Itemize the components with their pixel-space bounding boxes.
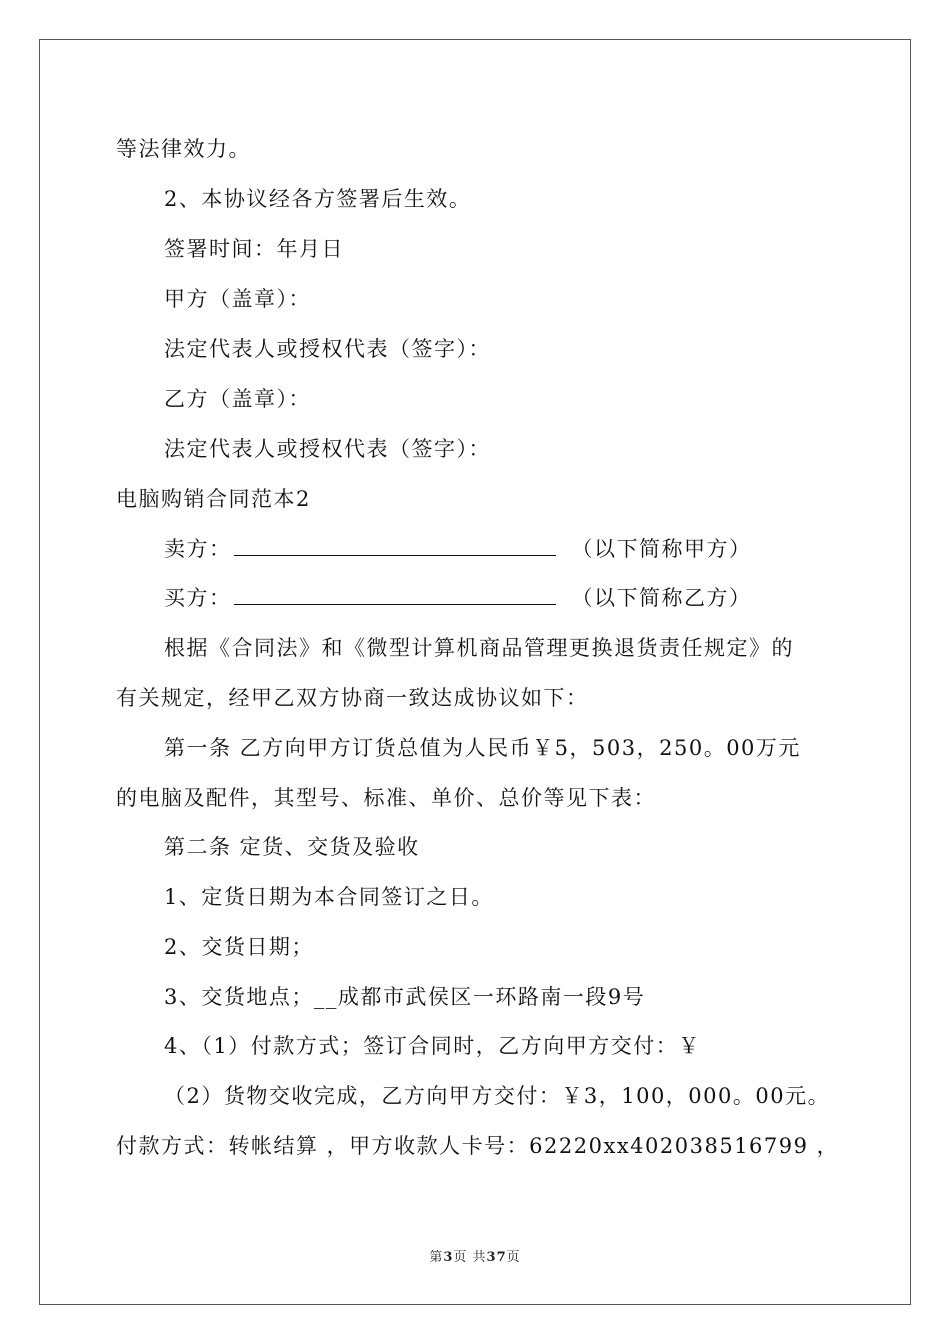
text-line: 签署时间：年月日 <box>164 237 344 261</box>
total-pages: 37 <box>486 1250 507 1265</box>
page-border <box>39 39 911 1305</box>
text-line: 2、交货日期； <box>164 935 314 959</box>
text-line: 法定代表人或授权代表（签字）： <box>164 337 491 361</box>
text-line: 的电脑及配件，其型号、标准、单价、总价等见下表： <box>116 786 656 810</box>
page-footer <box>0 1246 950 1265</box>
seller-line <box>164 536 752 562</box>
buyer-label: 买方： <box>164 586 232 610</box>
text-line: 3、交货地点；__成都市武侯区一环路南一段9号 <box>164 985 646 1009</box>
buyer-line <box>164 585 752 611</box>
text-line: 乙方（盖章）： <box>164 387 311 411</box>
text-line: 付款方式：转帐结算 ，甲方收款人卡号：62220xx402038516799 ， <box>116 1134 840 1158</box>
seller-label: 卖方： <box>164 537 232 561</box>
text-line: 1、定货日期为本合同签订之日。 <box>164 885 494 909</box>
text-line: 根据《合同法》和《微型计算机商品管理更换退货责任规定》的 <box>164 636 794 660</box>
footer-middle: 页 共 <box>453 1250 487 1265</box>
text-line: 有关规定，经甲乙双方协商一致达成协议如下： <box>116 686 589 710</box>
footer-prefix: 第 <box>429 1250 444 1265</box>
seller-suffix: （以下简称甲方） <box>571 537 752 561</box>
section-heading: 电脑购销合同范本2 <box>116 487 311 511</box>
text-line: 第二条 定货、交货及验收 <box>164 835 420 859</box>
text-line: 法定代表人或授权代表（签字）： <box>164 437 491 461</box>
text-line: 甲方（盖章）： <box>164 287 311 311</box>
seller-blank <box>234 537 556 556</box>
text-line: 4、（1）付款方式；签订合同时，乙方向甲方交付：￥ <box>164 1034 701 1058</box>
footer-suffix: 页 <box>506 1250 521 1265</box>
buyer-blank <box>234 586 556 605</box>
buyer-suffix: （以下简称乙方） <box>571 586 752 610</box>
text-line: （2）货物交收完成，乙方向甲方交付：￥3，100，000。00元。 <box>164 1084 831 1108</box>
text-line: 等法律效力。 <box>116 137 251 161</box>
text-line: 2、本协议经各方签署后生效。 <box>164 187 472 211</box>
page-number: 3 <box>443 1250 454 1265</box>
text-line: 第一条 乙方向甲方订货总值为人民币￥5，503，250。00万元 <box>164 736 801 760</box>
